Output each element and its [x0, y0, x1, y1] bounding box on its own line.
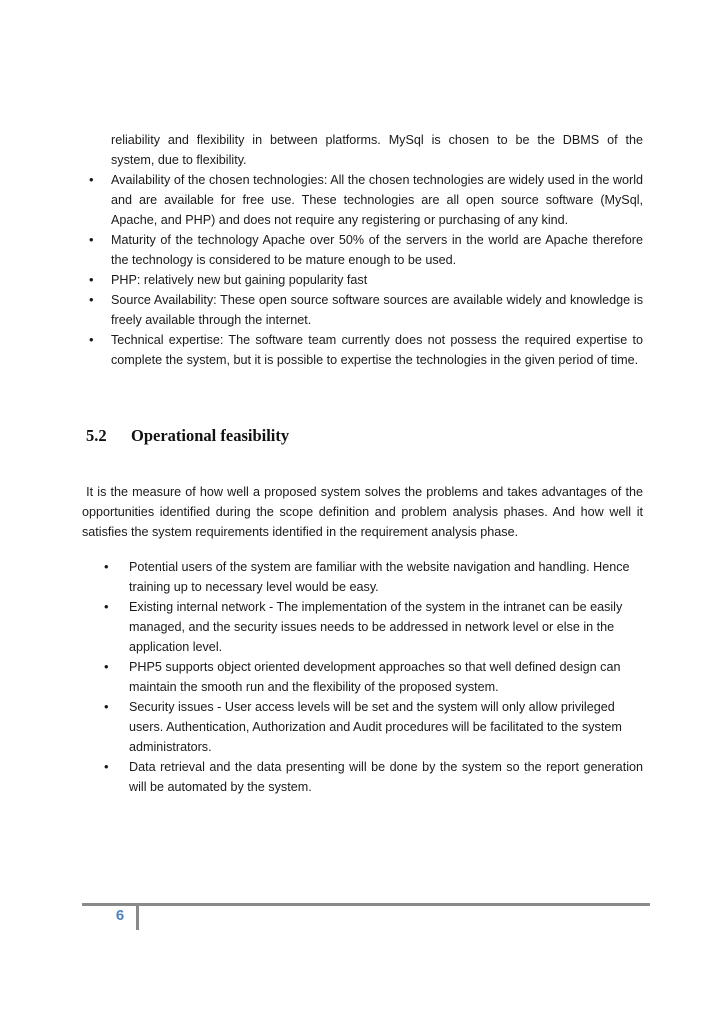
list-item-text: Potential users of the system are familiar with the website navigation and handling. Hence training up to necessary level would be easy.: [129, 560, 630, 594]
list-item-text: Existing internal network - The implementation of the system in the intranet can be easily managed, and the security issues needs to be addressed in network level or else in the application level.: [129, 600, 623, 654]
list-item-text: Source Availability: These open source software sources are available widely and knowledge is freely available through the internet.: [111, 293, 643, 327]
bullet-icon: •: [104, 659, 109, 674]
bullet-icon: •: [104, 759, 109, 774]
bullet-icon: •: [89, 272, 94, 287]
list-item-text: Maturity of the technology Apache over 50% of the servers in the world are Apache therefore the technology is considered to be mature enough to be used.: [111, 233, 643, 267]
bullet-icon: •: [89, 332, 94, 347]
list-item-text: Technical expertise: The software team currently does not possess the required expertise to complete the system, but it is possible to expertise the technologies in the given period of time.: [111, 333, 643, 367]
list-item: [86, 557, 643, 597]
intro-paragraph: It is the measure of how well a proposed system solves the problems and takes advantages of the opportunities identified during the scope definition and problem analysis phases. And how well it satisfies the system requirements identified in the requirement analysis phase.: [82, 485, 647, 539]
list-item-text: Data retrieval and the data presenting will be done by the system so the report generation will be automated by the system.: [129, 760, 643, 794]
list-item-text: PHP5 supports object oriented development approaches so that well defined design can maintain the smooth run and the flexibility of the proposed system.: [129, 660, 621, 694]
page-number: 6: [115, 907, 125, 924]
list-item-text: Availability of the chosen technologies: All the chosen technologies are widely used in the world and are available for free use. These technologies are all open source software (MySql, Apache, and PHP) and does not require any registering or purchasing of any kind.: [111, 173, 643, 227]
bullet-icon: •: [104, 559, 109, 574]
continued-paragraph: [86, 130, 643, 170]
section-title: Operational feasibility: [131, 426, 290, 445]
technical-bullet-list: [86, 170, 643, 370]
bullet-icon: •: [104, 599, 109, 614]
list-item: [86, 270, 643, 290]
continued-line-2: system, due to flexibility.: [111, 153, 247, 167]
list-item: [86, 657, 643, 697]
bullet-icon: •: [89, 292, 94, 307]
section-number: 5.2: [86, 426, 107, 445]
section-heading: [86, 426, 643, 450]
bullet-icon: •: [89, 232, 94, 247]
list-item: [86, 757, 643, 797]
list-item: [86, 597, 643, 657]
footer-divider: [136, 904, 139, 930]
list-item: [86, 697, 643, 757]
operational-bullet-list: [86, 557, 643, 797]
list-item: [86, 230, 643, 270]
bullet-icon: •: [104, 699, 109, 714]
list-item: [86, 330, 643, 370]
list-item: [86, 290, 643, 330]
bullet-icon: •: [89, 172, 94, 187]
continued-line-1: reliability and flexibility in between platforms. MySql is chosen to be the DBMS of the: [111, 133, 643, 147]
list-item: [86, 170, 643, 230]
footer-rule: [82, 903, 650, 906]
list-item-text: PHP: relatively new but gaining popularity fast: [111, 273, 368, 287]
list-item-text: Security issues - User access levels will be set and the system will only allow privileged users. Authentication, Authorization and Audit procedures will be facilitated to the system administrators.: [129, 700, 622, 754]
